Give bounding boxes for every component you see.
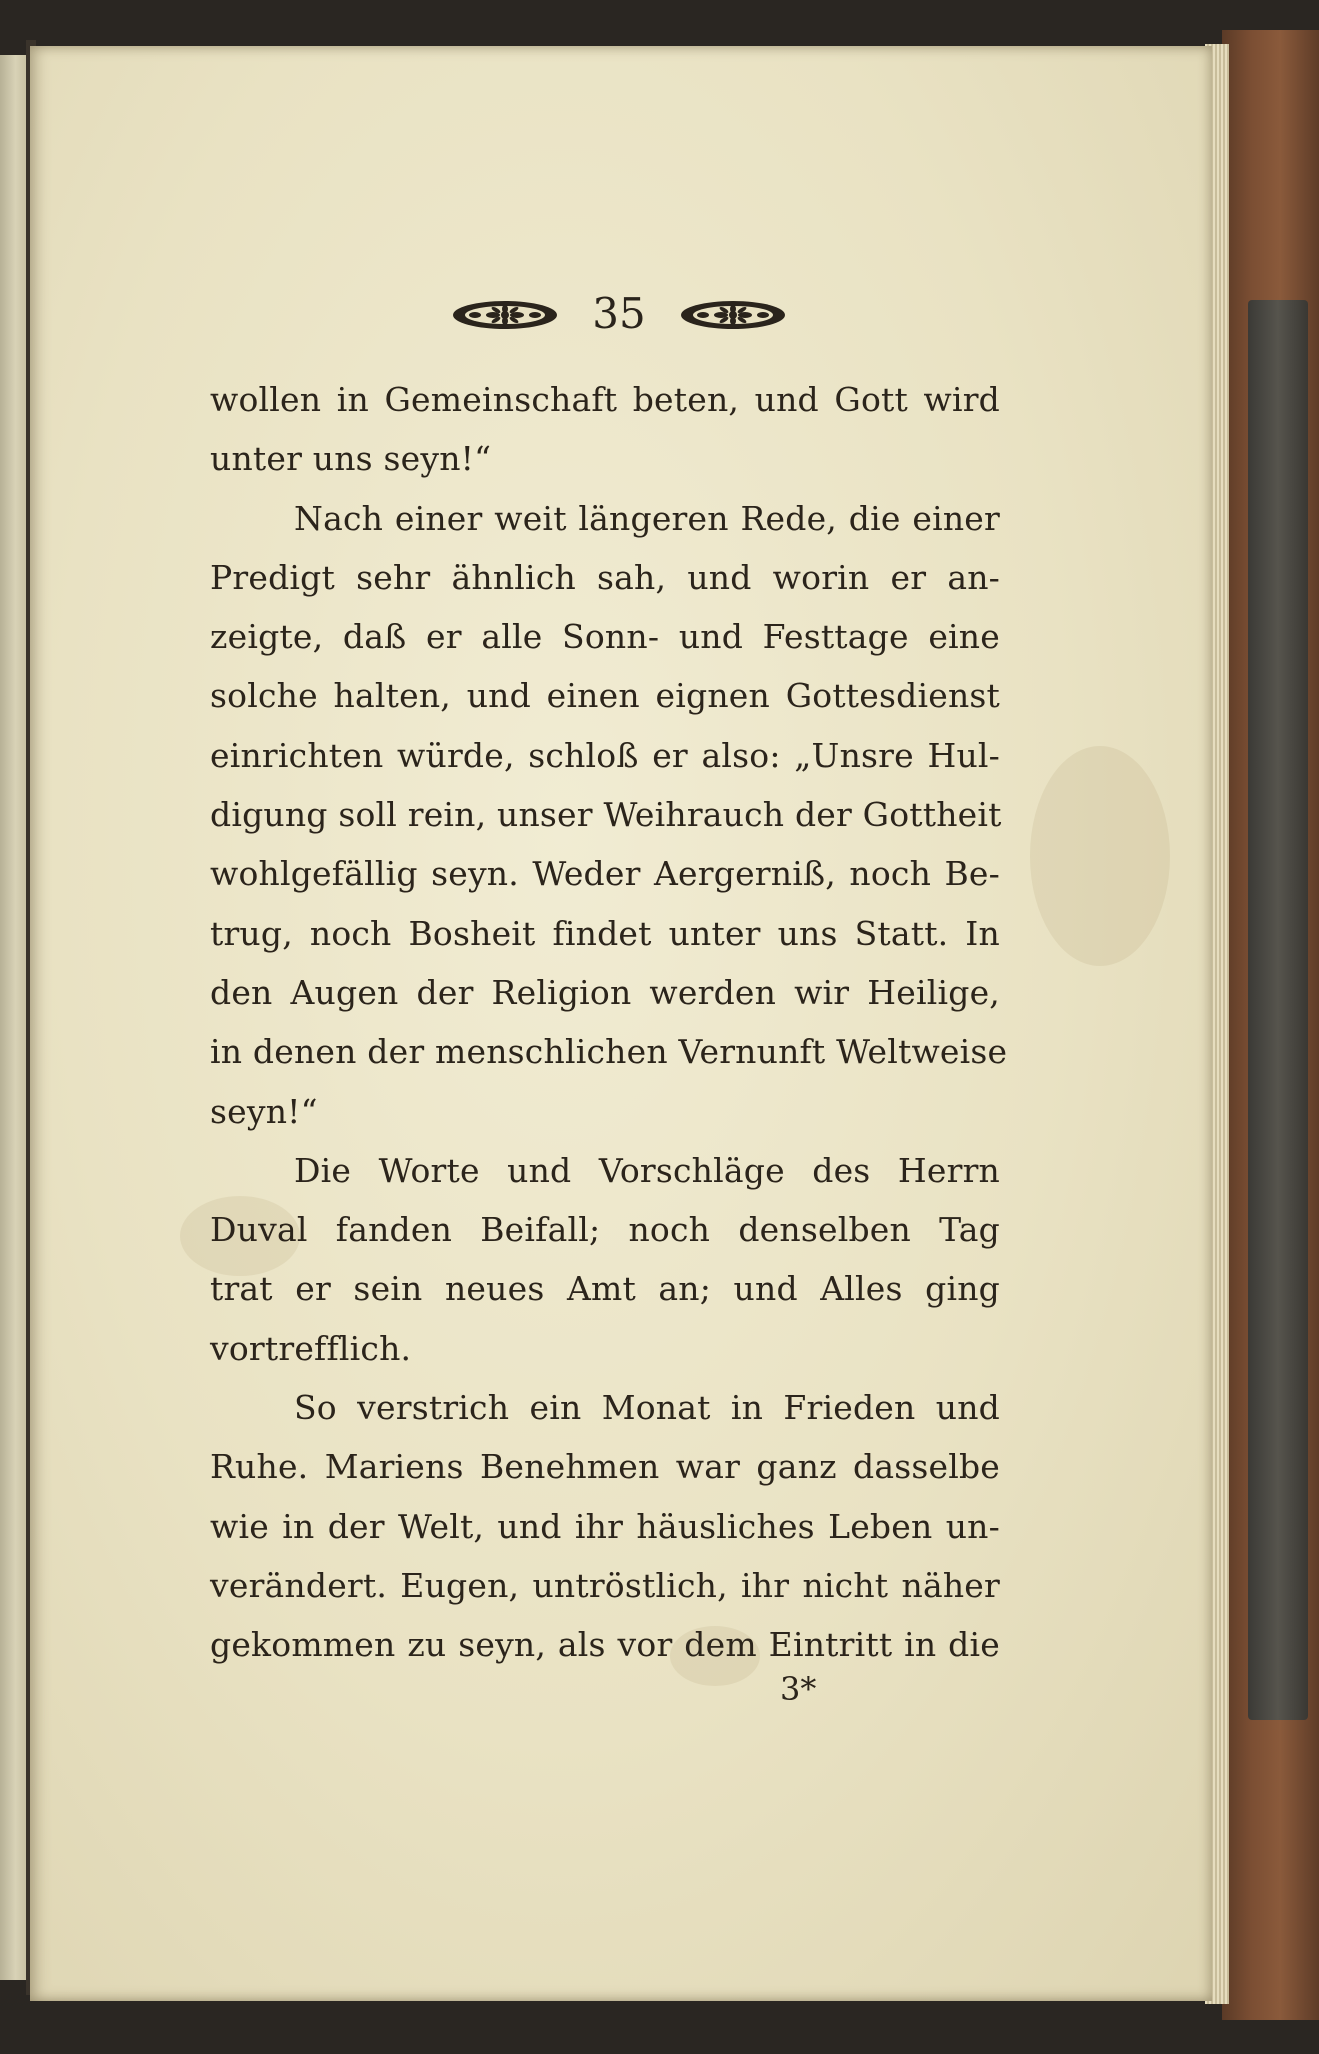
paper-stain [1030, 746, 1170, 966]
text-line: seyn!“ [210, 1091, 318, 1131]
signature-mark: 3* [780, 1670, 817, 1708]
text-line: So verstrich ein Monat in Frieden und [294, 1388, 1000, 1428]
text-line: Nach einer weit längeren Rede, die einer [294, 498, 1000, 538]
text-line: solche halten, und einen eignen Gottesdienst [210, 676, 1000, 716]
cover-worn-area [1248, 300, 1308, 1720]
text-line: trat er sein neues Amt an; und Alles ging [210, 1269, 1000, 1309]
text-line: wollen in Gemeinschaft beten, und Gott wird [210, 380, 1000, 419]
rosette-ornament-icon [450, 298, 560, 332]
text-line: Die Worte und Vorschläge des Herrn [294, 1150, 1000, 1190]
text-line: gekommen zu seyn, als vor dem Eintritt in die [210, 1625, 1000, 1665]
text-line: wie in der Welt, und ihr häusliches Leben un- [210, 1506, 1000, 1546]
text-line: in denen der menschlichen Vernunft Weltweise [210, 1032, 1008, 1072]
page-number: 35 [592, 289, 646, 338]
text-line: digung soll rein, unser Weihrauch der Gottheit [210, 795, 1002, 835]
text-line: Predigt sehr ähnlich sah, und worin er an- [210, 557, 1000, 597]
previous-page-edge [0, 55, 28, 1980]
page-header [420, 270, 820, 370]
text-line: Ruhe. Mariens Benehmen war ganz dasselbe [210, 1447, 1000, 1487]
text-line: trug, noch Bosheit findet unter uns Statt. In [210, 913, 1000, 953]
text-line: zeigte, daß er alle Sonn- und Festtage eine [210, 617, 1000, 657]
text-line: Duval fanden Beifall; noch denselben Tag [210, 1210, 1000, 1250]
text-line: unter uns seyn!“ [210, 439, 492, 479]
body-text [210, 370, 1008, 1675]
text-line: verändert. Eugen, untröstlich, ihr nicht näher [210, 1565, 1000, 1605]
text-line: vortrefflich. [210, 1328, 412, 1368]
text-line: den Augen der Religion werden wir Heilige, [210, 972, 1000, 1012]
rosette-ornament-icon [678, 298, 788, 332]
text-line: einrichten würde, schloß er also: „Unsre Hul- [210, 735, 1000, 775]
text-line: wohlgefällig seyn. Weder Aergerniß, noch Be- [210, 854, 1000, 894]
